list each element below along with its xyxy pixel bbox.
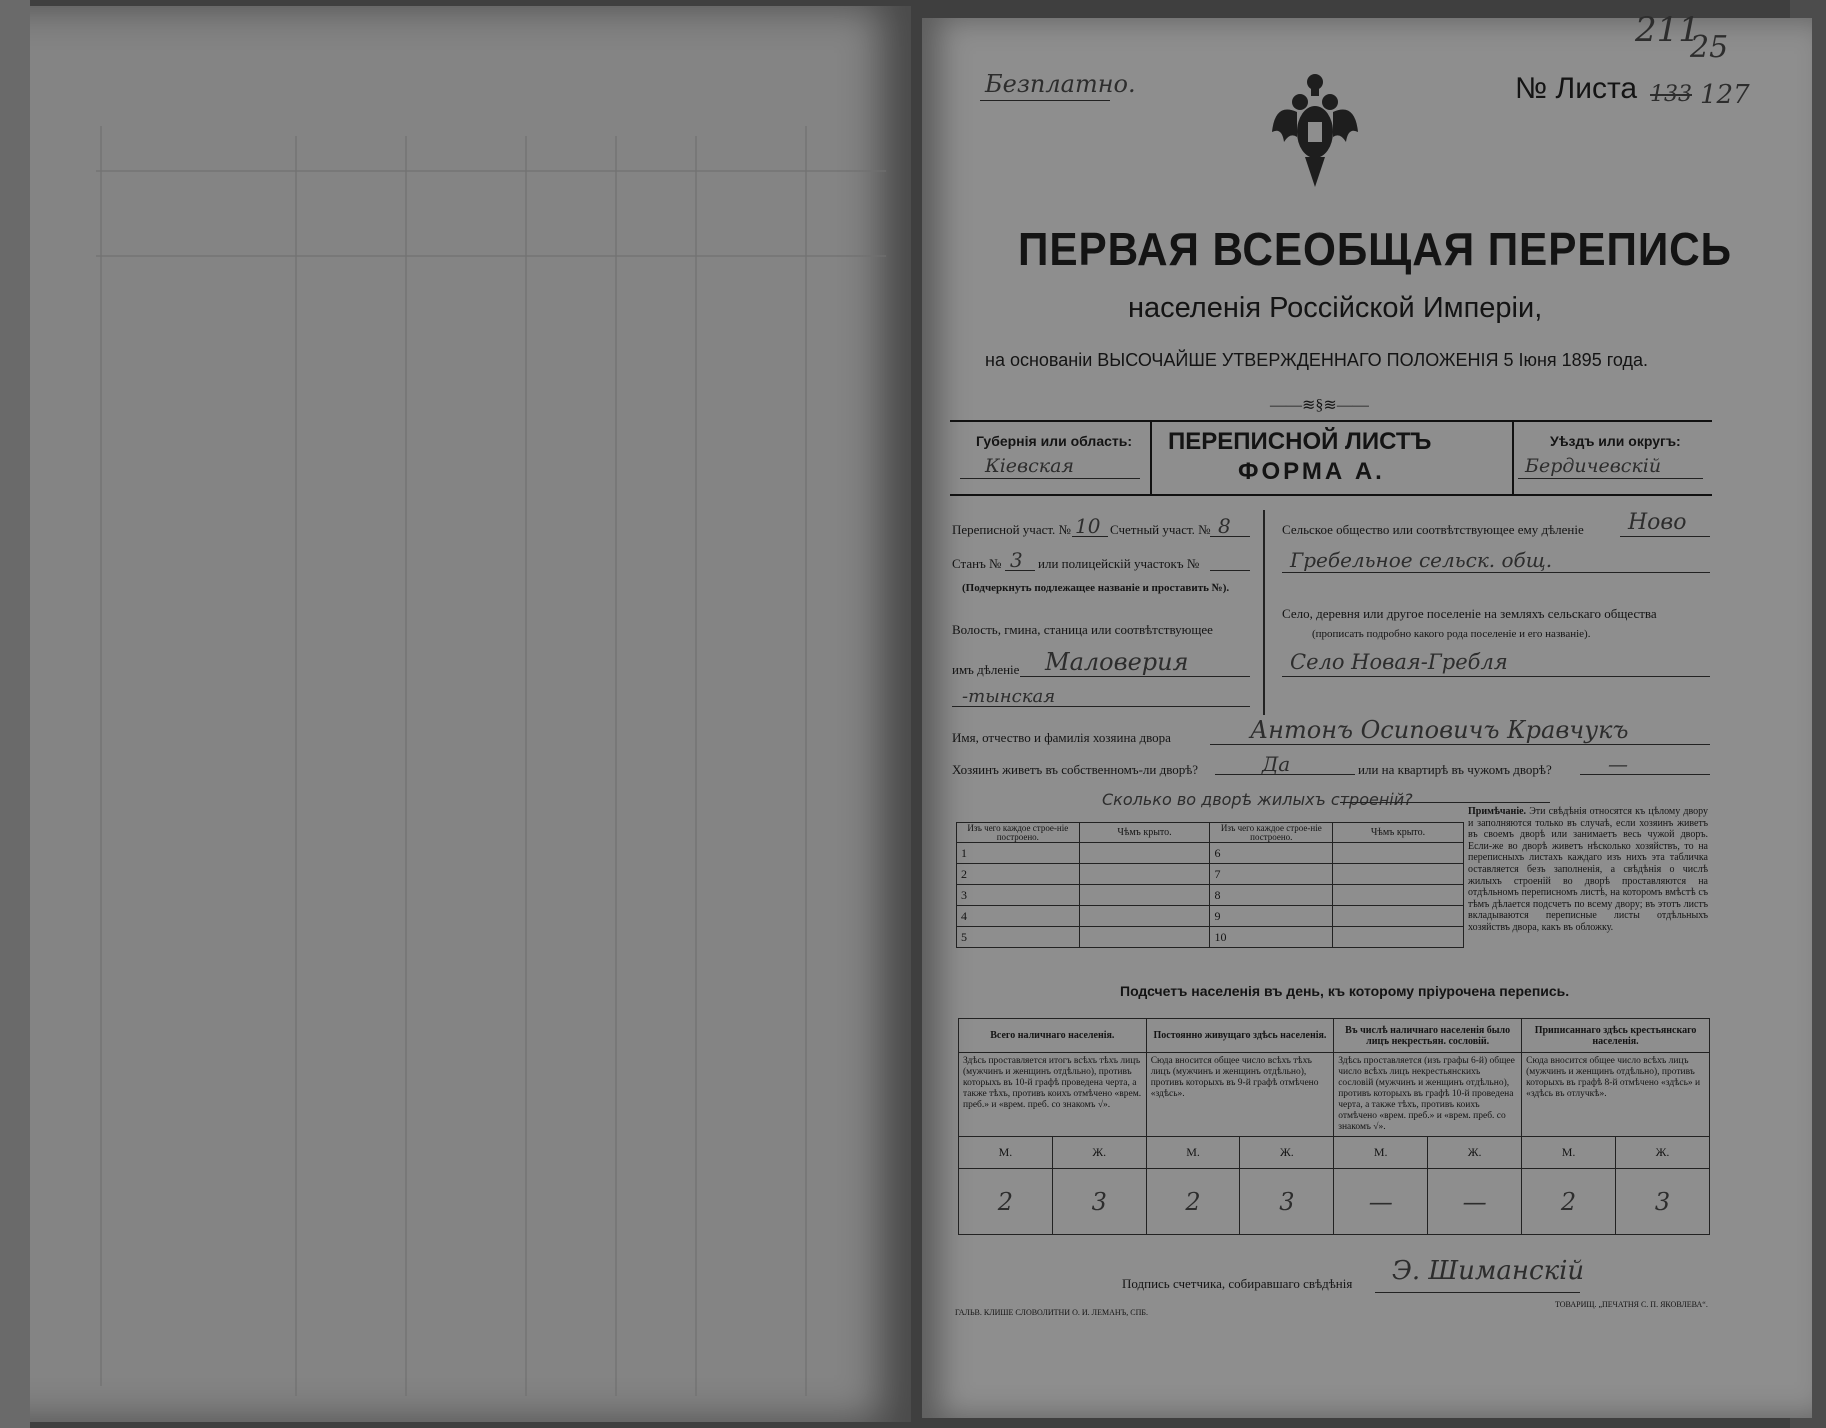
totals-table [958,1018,1710,1235]
m-label: М. [1146,1137,1240,1169]
col4-header: Приписаннаго здѣсь крестьянскаго населенія. [1522,1019,1710,1053]
village-value: Село Новая-Гребля [1290,650,1508,674]
m-label: М. [1522,1137,1616,1169]
facing-page-ruling [6,6,911,1422]
signature-label: Подпись счетчика, собиравшаго свѣдѣнія [1122,1276,1353,1291]
note-head: Примѣчаніе. [1468,806,1527,817]
total-value: 2 [1146,1169,1240,1235]
census-district-label: Переписной участ. № [952,522,1071,537]
row-number: 7 [1210,864,1333,885]
stan-label: Станъ № [952,556,1002,571]
title-ornament: ——≋§≋—— [1270,397,1369,414]
row-number: 5 [957,927,1080,948]
total-value: — [1334,1169,1428,1235]
society-value: Ново [1628,510,1687,535]
m-label: М. [1334,1137,1428,1169]
rented-label: или на квартирѣ въ чужомъ дворѣ? [1358,762,1552,777]
volost-label-2: имъ дѣленіе [952,662,1020,677]
col4-text: Сюда вносится общее число всѣхъ лицъ (мужчинъ и женщинъ отдѣльно), противъ которыхъ въ графѣ 8-й отмѣчено «здѣсь» и «здѣсь въ отлучкѣ». [1522,1053,1710,1137]
row-number: 9 [1210,906,1333,927]
m-label: М. [959,1137,1053,1169]
form-main-title: ПЕРВАЯ ВСЕОБЩАЯ ПЕРЕПИСЬ [1018,223,1733,275]
owner-label: Имя, отчество и фамилія хозяина двора [952,730,1171,745]
col2-text: Сюда вносится общее число всѣхъ тѣхъ лицъ (мужчинъ и женщинъ отдѣльно), противъ которыхъ въ 9-й графѣ отмѣчено «здѣсь». [1146,1053,1334,1137]
society-value-2: Гребельное сельск. общ. [1290,548,1553,572]
zh-label: Ж. [1240,1137,1334,1169]
buildings-question: Сколько во дворѣ жилыхъ строеній? [1102,790,1413,809]
totals-title: Подсчетъ населенія въ день, къ которому пріурочена перепись. [1120,983,1570,999]
zh-label: Ж. [1052,1137,1146,1169]
row-number: 1 [957,843,1080,864]
owner-value: Антонъ Осиповичъ Кравчукъ [1250,716,1629,744]
col-roof-header: Чѣмъ крыто. [1079,823,1210,843]
form-type-label: ФОРМА А. [1238,458,1385,485]
col3-text: Здѣсь проставляется (изъ графы 6-й) общее число всѣхъ лицъ некрестьянскихъ сословій (мужчинъ и женщинъ отдѣльно), противъ которыхъ въ графѣ 10-й проведена черта, а также тѣхъ, противъ коихъ отмѣчено «врем. преб.» и «врем. преб. со знакомъ √». [1334,1053,1522,1137]
col-material-header: Изъ чего каждое строе-ніе построено. [957,823,1080,843]
form-basis-text: на основаніи ВЫСОЧАЙШЕ УТВЕРЖДЕННАГО ПОЛОЖЕНІЯ 5 Іюня 1895 года. [985,350,1649,370]
own-yard-value: Да [1262,752,1291,776]
total-value: 3 [1616,1169,1710,1235]
gubernia-value: Кіевская [985,455,1074,477]
zh-label: Ж. [1428,1137,1522,1169]
buildings-table [956,822,1464,948]
double-headed-eagle-icon [1270,72,1360,192]
sheet-number-label: № Листа [1515,72,1638,105]
row-number: 4 [957,906,1080,927]
sheet-title: ПЕРЕПИСНОЙ ЛИСТЪ [1168,428,1432,455]
total-value: 2 [959,1169,1053,1235]
village-label: Село, деревня или другое поселеніе на земляхъ сельскаго общества [1282,606,1657,621]
gubernia-label: Губернія или область: [976,433,1133,449]
row-number: 3 [957,885,1080,906]
col2-header: Постоянно живущаго здѣсь населенія. [1146,1019,1334,1053]
village-note: (прописать подробно какого рода поселеніе и его названіе). [1312,628,1591,640]
total-value: 2 [1522,1169,1616,1235]
zh-label: Ж. [1616,1137,1710,1169]
own-yard-label: Хозяинъ живетъ въ собственномъ-ли дворѣ? [952,762,1199,777]
sheet-number-struck: 133 [1650,82,1692,107]
counting-district-label: Счетный участ. № [1110,522,1211,537]
footer-right: ТОВАРИЩ. „ПЕЧАТНЯ С. П. ЯКОВЛЕВА“. [1555,1300,1708,1309]
footer-left: ГАЛЬВ. КЛИШЕ СЛОВОЛИТНИ О. И. ЛЕМАНЪ, СПБ. [955,1308,1148,1317]
volost-value: Маловерия [1045,648,1189,676]
total-value: 3 [1052,1169,1146,1235]
form-subtitle: населенія Россійской Имперіи, [1128,292,1543,324]
col1-header: Всего наличнаго населенія. [959,1019,1147,1053]
archive-number-2: 25 [1690,30,1729,65]
sheet-number-value: 127 [1700,80,1750,110]
counting-district-value: 8 [1218,514,1231,538]
society-label: Сельское общество или соотвѣтствующее ему дѣленіе [1282,522,1584,537]
census-district-value: 10 [1075,514,1101,538]
row-number: 10 [1210,927,1333,948]
volost-value-2: -тынская [962,686,1056,707]
rented-value: — [1608,752,1628,776]
total-value: 3 [1240,1169,1334,1235]
row-number: 2 [957,864,1080,885]
col-roof-header-2: Чѣмъ крыто. [1333,823,1464,843]
free-label: Безплатно. [985,70,1136,98]
police-district-label: или полицейскій участокъ № [1038,556,1200,571]
row-number: 6 [1210,843,1333,864]
total-value: — [1428,1169,1522,1235]
col3-header: Въ числѣ наличнаго населенія было лицъ некрестьян. сословій. [1334,1019,1522,1053]
col-material-header-2: Изъ чего каждое строе-ніе построено. [1210,823,1333,843]
row-number: 8 [1210,885,1333,906]
signature-value: Э. Шиманскій [1392,1256,1585,1286]
uezd-label: Уѣздъ или округъ: [1550,433,1681,449]
underline-note: (Подчеркнуть подлежащее названіе и проставить №). [962,582,1230,594]
archive-number-1: 211 [1635,10,1700,50]
buildings-note [1468,806,1708,934]
note-text: Эти свѣдѣнія относятся къ цѣлому двору и заполняются только въ случаѣ, если хозяинъ живетъ въ своемъ дворѣ или занимаетъ весь чужой дворъ. Если-же во дворѣ живетъ нѣсколько хозяйствъ, то на переписныхъ листахъ каждаго изъ нихъ эта табличка оставляется безъ заполненія, а свѣдѣнія о числѣ жилыхъ строеній во дворѣ проставляются на отдѣльномъ переписномъ листѣ, на которомъ вмѣстѣ съ тѣмъ дѣлается подсчетъ по всему двору; въ этотъ листъ вкладываются переписные листы отдѣльныхъ хозяйствъ двора, какъ въ обложку. [1468,806,1708,933]
stan-value: 3 [1010,548,1023,572]
volost-label: Волость, гмина, станица или соотвѣтствующее [952,622,1213,637]
uezd-value: Бердичевскій [1525,455,1662,477]
col1-text: Здѣсь проставляется итогъ всѣхъ тѣхъ лицъ (мужчинъ и женщинъ отдѣльно), противъ которыхъ въ 10-й графѣ проведена черта, а также тѣхъ, противъ коихъ отмѣчено «врем. преб.» и «врем. преб. со знакомъ √». [959,1053,1147,1137]
